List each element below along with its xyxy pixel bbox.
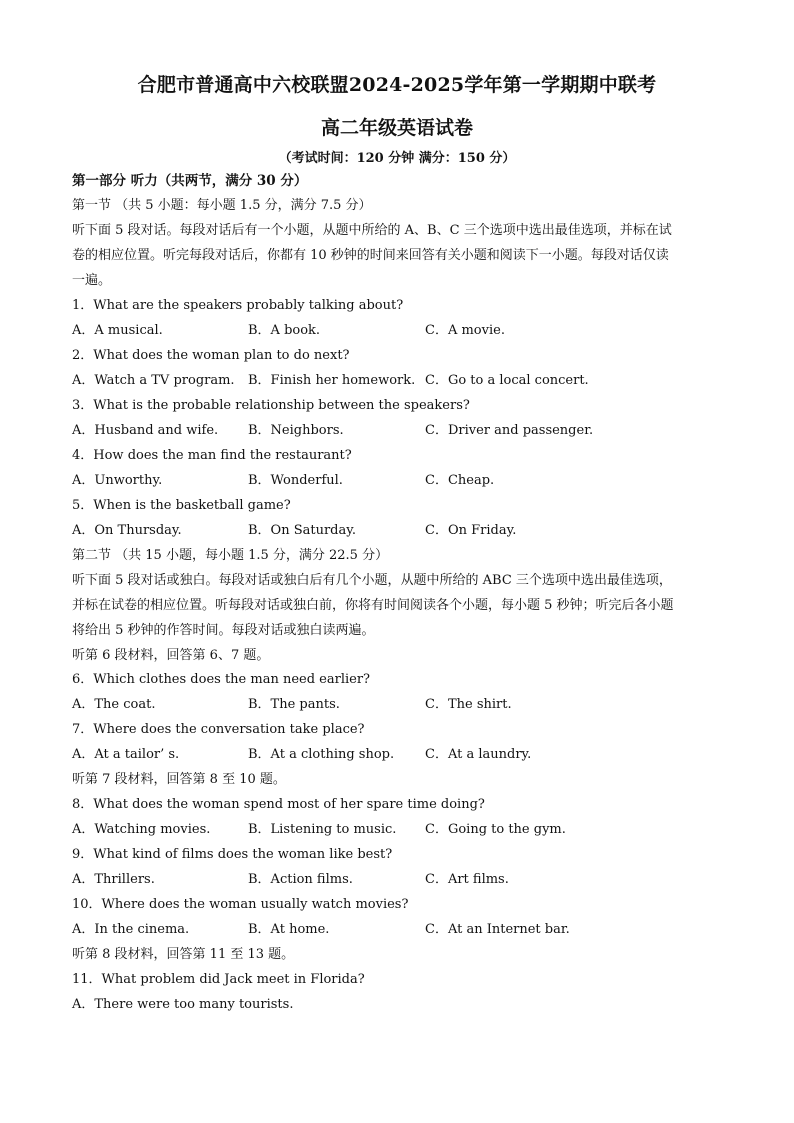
option-c: C．The shirt. <box>425 697 512 712</box>
material-cue: 听第 6 段材料，回答第 6、7 题。 <box>72 648 270 663</box>
question-stem: 1．What are the speakers probably talking about? <box>72 298 404 313</box>
section2-instruction-line: 将给出 5 秒钟的作答时间。每段对话或独白读两遍。 <box>72 623 375 638</box>
question-stem: 7．Where does the conversation take place? <box>72 722 365 737</box>
section1-instruction-line: 听下面 5 段对话。每段对话后有一个小题，从题中所给的 A、B、C 三个选项中选出最佳选项，并标在试 <box>72 223 672 238</box>
option-c: C．At a laundry. <box>425 747 532 762</box>
exam-info: （考试时间：120 分钟 满分：150 分） <box>278 151 516 166</box>
option-a: A．A musical. <box>72 323 163 338</box>
section2-instruction-line: 并标在试卷的相应位置。听每段对话或独白前，你将有时间阅读各个小题，每小题 5 秒钟；听完后各小题 <box>72 598 674 613</box>
material-cue: 听第 8 段材料，回答第 11 至 13 题。 <box>72 947 295 962</box>
option-a: A．Thrillers. <box>72 872 155 887</box>
option-b: B．Neighbors. <box>248 423 344 438</box>
option-a: A．The coat. <box>72 697 156 712</box>
question-stem: 9．What kind of films does the woman like best? <box>72 847 393 862</box>
question-stem: 8．What does the woman spend most of her spare time doing? <box>72 797 485 812</box>
option-c: C．On Friday. <box>425 523 517 538</box>
option-a: A．On Thursday. <box>72 523 182 538</box>
option-b: B．A book. <box>248 323 321 338</box>
section2-instruction-line: 听下面 5 段对话或独白。每段对话或独白后有几个小题，从题中所给的 ABC 三个选项中选出最佳选项， <box>72 573 672 588</box>
question-stem: 3．What is the probable relationship between the speakers? <box>72 398 470 413</box>
part1-heading: 第一部分 听力（共两节，满分 30 分） <box>72 173 308 189</box>
option-b: B．Listening to music. <box>248 822 397 837</box>
option-c: C．Driver and passenger. <box>425 423 594 438</box>
option-b: B．Wonderful. <box>248 473 343 488</box>
option-c: C．A movie. <box>425 323 505 338</box>
option-a: A．At a tailor’ s. <box>72 747 180 762</box>
option-c: C．Go to a local concert. <box>425 373 589 388</box>
option-c: C．Cheap. <box>425 473 495 488</box>
option-b: B．At home. <box>248 922 330 937</box>
question-stem: 4．How does the man find the restaurant? <box>72 448 352 463</box>
option-c: C．At an Internet bar. <box>425 922 570 937</box>
question-stem: 6．Which clothes does the man need earlier? <box>72 672 371 687</box>
section1-heading: 第一节 （共 5 小题：每小题 1.5 分，满分 7.5 分） <box>72 198 372 213</box>
option-b: B．Action films. <box>248 872 353 887</box>
option-a: A．Watching movies. <box>72 822 211 837</box>
option-a: A．Husband and wife. <box>72 423 219 438</box>
option-a: A．In the cinema. <box>72 922 190 937</box>
option-a: A．Unworthy. <box>72 473 163 488</box>
exam-title: 合肥市普通高中六校联盟2024-2025学年第一学期期中联考 <box>137 74 657 96</box>
option-b: B．At a clothing shop. <box>248 747 395 762</box>
section1-instruction-line: 一遍。 <box>72 273 112 288</box>
material-cue: 听第 7 段材料，回答第 8 至 10 题。 <box>72 772 286 787</box>
question-stem: 5．When is the basketball game? <box>72 498 291 513</box>
option-a: A．Watch a TV program. <box>72 373 235 388</box>
section2-heading: 第二节 （共 15 小题，每小题 1.5 分，满分 22.5 分） <box>72 548 389 563</box>
question-stem: 2．What does the woman plan to do next? <box>72 348 350 363</box>
option-a: A．There were too many tourists. <box>72 997 294 1012</box>
option-c: C．Art films. <box>425 872 509 887</box>
option-c: C．Going to the gym. <box>425 822 566 837</box>
question-stem: 11．What problem did Jack meet in Florida? <box>72 972 365 987</box>
exam-subtitle: 高二年级英语试卷 <box>320 117 473 139</box>
option-b: B．On Saturday. <box>248 523 357 538</box>
option-b: B．The pants. <box>248 697 340 712</box>
section1-instruction-line: 卷的相应位置。听完每段对话后，你都有 10 秒钟的时间来回答有关小题和阅读下一小题。每段对话仅读 <box>72 248 669 263</box>
question-stem: 10．Where does the woman usually watch movies? <box>72 897 409 912</box>
option-b: B．Finish her homework. <box>248 373 416 388</box>
